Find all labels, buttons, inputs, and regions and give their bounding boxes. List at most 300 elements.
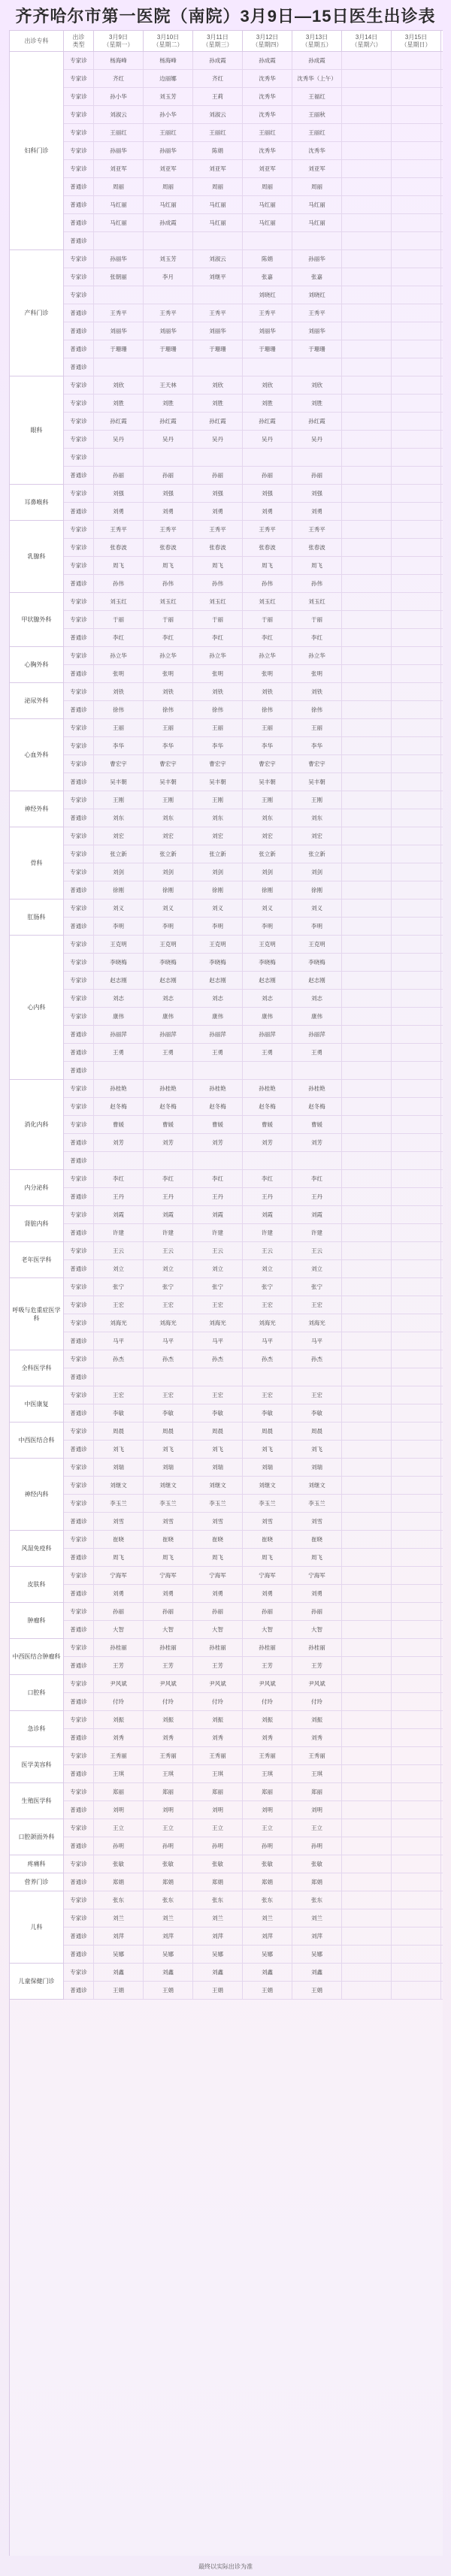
doctor-cell <box>342 70 392 87</box>
doctor-cell: 张春波 <box>193 539 243 556</box>
visit-type-cell: 普通诊 <box>64 1134 94 1151</box>
doctor-cell <box>342 701 392 718</box>
table-row <box>10 557 443 575</box>
table-row <box>10 1675 443 1693</box>
header-day: 3月10日 （星期二） <box>144 31 193 51</box>
doctor-cell: 康伟 <box>243 1008 292 1025</box>
table-row <box>10 1549 443 1567</box>
visit-type-cell: 专家诊 <box>64 791 94 809</box>
doctor-cell: 张立新 <box>94 845 144 863</box>
doctor-cell: 王丽 <box>292 719 342 736</box>
doctor-cell: 孙立华 <box>144 647 193 664</box>
visit-type-cell: 专家诊 <box>64 52 94 69</box>
table-row <box>10 340 443 358</box>
doctor-cell: 周丽 <box>94 178 144 195</box>
doctor-cell: 刘铁 <box>243 683 292 700</box>
visit-type-cell: 专家诊 <box>64 899 94 917</box>
doctor-cell: 刘瑞 <box>243 1459 292 1476</box>
doctor-cell: 张明 <box>94 665 144 682</box>
doctor-cell <box>392 106 441 123</box>
doctor-cell <box>392 1729 441 1746</box>
doctor-cell: 崔晓 <box>193 1531 243 1548</box>
doctor-cell: 刘义 <box>243 899 292 917</box>
doctor-cell <box>342 575 392 592</box>
table-row <box>10 1314 443 1332</box>
doctor-cell: 孙伟 <box>243 575 292 592</box>
table-row <box>10 304 443 322</box>
doctor-cell: 于珊珊 <box>292 340 342 358</box>
table-row <box>10 1495 443 1513</box>
doctor-cell: 王娟 <box>243 1982 292 1999</box>
visit-type-cell: 专家诊 <box>64 1080 94 1097</box>
doctor-cell: 徐刚 <box>94 881 144 899</box>
doctor-cell: 刘胜 <box>243 395 292 412</box>
header-day: 3月11日 （星期三） <box>193 31 243 51</box>
doctor-cell: 孙丽 <box>94 467 144 484</box>
doctor-cell <box>342 1062 392 1079</box>
doctor-cell: 吴丹 <box>144 431 193 448</box>
doctor-cell: 曹媛 <box>292 1116 342 1133</box>
department-cell: 肿瘤科 <box>10 1603 64 1639</box>
doctor-cell: 张明 <box>144 665 193 682</box>
doctor-cell: 赵冬梅 <box>193 1098 243 1115</box>
department-cell: 肾脏内科 <box>10 1206 64 1242</box>
doctor-cell: 张春波 <box>144 539 193 556</box>
table-row <box>10 1441 443 1459</box>
doctor-cell: 王勇 <box>243 1044 292 1061</box>
doctor-cell <box>342 665 392 682</box>
doctor-cell: 刘立 <box>94 1260 144 1277</box>
doctor-cell: 崔晓 <box>144 1531 193 1548</box>
doctor-cell: 王丹 <box>243 1188 292 1205</box>
table-row <box>10 1062 443 1080</box>
doctor-cell <box>392 88 441 105</box>
department-cell: 儿童保健门诊 <box>10 1964 64 2000</box>
table-row <box>10 1585 443 1603</box>
doctor-cell <box>342 972 392 989</box>
doctor-cell: 李玉兰 <box>144 1495 193 1512</box>
doctor-cell: 赵志刚 <box>193 972 243 989</box>
doctor-cell: 刘海光 <box>243 1314 292 1332</box>
visit-type-cell: 普通诊 <box>64 1729 94 1746</box>
doctor-cell <box>193 449 243 466</box>
doctor-cell: 刘萍 <box>243 1927 292 1945</box>
table-row <box>10 936 443 954</box>
doctor-cell: 刘萍 <box>144 1927 193 1945</box>
doctor-cell: 马平 <box>292 1332 342 1350</box>
doctor-cell: 刘欣 <box>193 376 243 394</box>
doctor-cell: 张明 <box>193 665 243 682</box>
doctor-cell <box>392 503 441 520</box>
doctor-cell: 刘丽华 <box>243 322 292 340</box>
table-row <box>10 1819 443 1837</box>
doctor-cell <box>342 1242 392 1259</box>
doctor-cell: 刘振 <box>144 1711 193 1728</box>
doctor-cell <box>392 1278 441 1296</box>
doctor-cell: 刘芳 <box>243 1134 292 1151</box>
doctor-cell: 刘立 <box>243 1260 292 1277</box>
doctor-cell <box>392 1350 441 1368</box>
doctor-cell: 刘兰 <box>193 1909 243 1927</box>
doctor-cell: 宁海军 <box>193 1567 243 1584</box>
doctor-cell <box>243 449 292 466</box>
table-row <box>10 899 443 918</box>
doctor-cell: 大智 <box>292 1621 342 1638</box>
table-row <box>10 1783 443 1801</box>
doctor-cell: 徐刚 <box>144 881 193 899</box>
doctor-cell: 马红丽 <box>94 214 144 231</box>
doctor-cell <box>392 647 441 664</box>
doctor-cell: 刘丽华 <box>193 322 243 340</box>
doctor-cell <box>342 647 392 664</box>
visit-type-cell: 普通诊 <box>64 1765 94 1782</box>
doctor-cell: 刘勇 <box>243 503 292 520</box>
doctor-cell: 孙红霞 <box>243 413 292 430</box>
visit-type-cell: 专家诊 <box>64 1314 94 1332</box>
doctor-cell <box>144 232 193 249</box>
doctor-cell: 周晨 <box>292 1423 342 1440</box>
doctor-cell <box>392 1964 441 1981</box>
doctor-cell: 王娟 <box>292 1982 342 1999</box>
doctor-cell <box>392 1801 441 1819</box>
doctor-cell: 李华 <box>292 737 342 754</box>
doctor-cell: 张嘉 <box>292 268 342 286</box>
doctor-cell: 孙丽 <box>292 467 342 484</box>
doctor-cell <box>392 1675 441 1692</box>
doctor-cell: 李红 <box>193 1170 243 1187</box>
doctor-cell <box>292 449 342 466</box>
doctor-cell <box>392 1404 441 1422</box>
department-cell: 乳腺科 <box>10 521 64 593</box>
doctor-cell <box>342 1711 392 1728</box>
table-row <box>10 124 443 142</box>
doctor-cell: 王娟 <box>193 1982 243 1999</box>
doctor-cell: 王克明 <box>243 936 292 953</box>
doctor-cell <box>392 1044 441 1061</box>
doctor-cell <box>243 1152 292 1169</box>
doctor-cell: 李华 <box>94 737 144 754</box>
table-row <box>10 809 443 827</box>
header-day: 3月9日 （星期一） <box>94 31 144 51</box>
doctor-cell <box>392 701 441 718</box>
header-day: 3月12日 （星期四） <box>243 31 292 51</box>
doctor-cell: 王丽 <box>243 719 292 736</box>
doctor-cell <box>342 232 392 249</box>
doctor-cell: 王勇 <box>292 1044 342 1061</box>
doctor-cell <box>342 124 392 141</box>
doctor-cell: 曹宏宇 <box>243 755 292 772</box>
doctor-cell <box>392 1837 441 1855</box>
doctor-cell: 刘欣 <box>292 376 342 394</box>
doctor-cell: 张嘉 <box>243 268 292 286</box>
visit-type-cell: 专家诊 <box>64 1008 94 1025</box>
doctor-cell <box>392 1134 441 1151</box>
doctor-cell <box>342 1116 392 1133</box>
doctor-cell: 于珊珊 <box>94 340 144 358</box>
visit-type-cell: 专家诊 <box>64 70 94 87</box>
doctor-cell <box>342 593 392 610</box>
doctor-cell <box>193 286 243 304</box>
doctor-cell: 李晓梅 <box>94 954 144 971</box>
visit-type-cell: 普通诊 <box>64 214 94 231</box>
doctor-cell <box>392 1206 441 1223</box>
doctor-cell: 刘玉红 <box>193 593 243 610</box>
doctor-cell: 张宁 <box>144 1278 193 1296</box>
doctor-cell: 王娟 <box>144 1982 193 1999</box>
doctor-cell: 刘继平 <box>193 268 243 286</box>
doctor-cell <box>392 593 441 610</box>
doctor-cell: 刘强 <box>94 485 144 502</box>
visit-type-cell: 专家诊 <box>64 431 94 448</box>
visit-type-cell: 专家诊 <box>64 1531 94 1548</box>
visit-type-cell: 普通诊 <box>64 1441 94 1458</box>
table-row <box>10 575 443 593</box>
department-cell: 内分泌科 <box>10 1170 64 1206</box>
table-row <box>10 232 443 250</box>
visit-type-cell: 专家诊 <box>64 719 94 736</box>
doctor-cell <box>342 1603 392 1620</box>
department-cell: 急诊科 <box>10 1711 64 1747</box>
doctor-cell: 孙丽 <box>144 1603 193 1620</box>
doctor-cell: 刘立 <box>193 1260 243 1277</box>
table-row <box>10 593 443 611</box>
doctor-cell: 刘亚军 <box>94 160 144 177</box>
doctor-cell: 刘淑云 <box>193 250 243 268</box>
doctor-cell: 徐伟 <box>94 701 144 718</box>
doctor-cell: 王勇 <box>94 1044 144 1061</box>
doctor-cell: 王云 <box>94 1242 144 1259</box>
doctor-cell: 付玲 <box>292 1693 342 1710</box>
table-row <box>10 1332 443 1350</box>
doctor-cell <box>342 1134 392 1151</box>
doctor-cell: 刘亚军 <box>193 160 243 177</box>
doctor-cell: 刘胜 <box>144 395 193 412</box>
doctor-cell: 刘瑞 <box>144 1459 193 1476</box>
doctor-cell: 吴丰朝 <box>243 773 292 791</box>
doctor-cell: 刘明 <box>243 1801 292 1819</box>
doctor-cell: 杨海峰 <box>144 52 193 69</box>
table-row <box>10 1873 443 1891</box>
doctor-cell <box>392 1567 441 1584</box>
doctor-cell: 马平 <box>243 1332 292 1350</box>
visit-type-cell: 普通诊 <box>64 1260 94 1277</box>
doctor-cell: 孙小华 <box>144 106 193 123</box>
table-row <box>10 413 443 431</box>
table-row <box>10 701 443 719</box>
department-cell: 中西医结合科 <box>10 1423 64 1459</box>
doctor-cell: 刘东 <box>243 809 292 827</box>
doctor-cell <box>392 1170 441 1187</box>
table-row <box>10 1711 443 1729</box>
doctor-cell: 许建 <box>193 1224 243 1241</box>
doctor-cell <box>342 106 392 123</box>
doctor-cell: 王宏 <box>193 1386 243 1404</box>
doctor-cell <box>392 1495 441 1512</box>
visit-type-cell: 专家诊 <box>64 1567 94 1584</box>
doctor-cell: 李玉兰 <box>243 1495 292 1512</box>
doctor-cell: 徐刚 <box>193 881 243 899</box>
header-day: 3月15日 （星期日） <box>392 31 441 51</box>
doctor-cell <box>342 304 392 322</box>
doctor-cell: 尹风斌 <box>193 1675 243 1692</box>
visit-type-cell: 普通诊 <box>64 1224 94 1241</box>
doctor-cell: 刘海光 <box>292 1314 342 1332</box>
doctor-cell: 张宁 <box>292 1278 342 1296</box>
doctor-cell: 王勇 <box>193 1044 243 1061</box>
doctor-cell: 周飞 <box>94 1549 144 1566</box>
doctor-cell: 刘继文 <box>292 1477 342 1494</box>
doctor-cell <box>342 1026 392 1043</box>
doctor-cell: 刘玉红 <box>243 593 292 610</box>
department-cell: 泌尿外科 <box>10 683 64 719</box>
doctor-cell <box>342 1946 392 1963</box>
table-row <box>10 1188 443 1206</box>
doctor-cell: 刘飞 <box>94 1441 144 1458</box>
doctor-cell: 王刚 <box>243 791 292 809</box>
doctor-cell <box>392 1441 441 1458</box>
visit-type-cell: 普通诊 <box>64 1332 94 1350</box>
visit-type-cell: 普通诊 <box>64 304 94 322</box>
table-row <box>10 1477 443 1495</box>
doctor-cell: 郑丽 <box>144 1783 193 1800</box>
doctor-cell: 李敏 <box>292 1404 342 1422</box>
doctor-cell: 马平 <box>144 1332 193 1350</box>
doctor-cell <box>342 791 392 809</box>
doctor-cell: 刘秀 <box>144 1729 193 1746</box>
doctor-cell <box>392 268 441 286</box>
doctor-cell: 吴娜 <box>94 1946 144 1963</box>
doctor-cell: 大智 <box>144 1621 193 1638</box>
doctor-cell: 周飞 <box>94 557 144 574</box>
header-day: 3月13日 （星期五） <box>292 31 342 51</box>
doctor-cell <box>392 1224 441 1241</box>
visit-type-cell: 普通诊 <box>64 1873 94 1891</box>
doctor-cell <box>342 1801 392 1819</box>
doctor-cell <box>392 1513 441 1530</box>
doctor-cell: 刘欣 <box>243 376 292 394</box>
doctor-cell: 吴娜 <box>243 1946 292 1963</box>
doctor-cell <box>342 376 392 394</box>
doctor-cell: 刘胜 <box>94 395 144 412</box>
doctor-cell <box>392 1873 441 1891</box>
doctor-cell <box>342 1278 392 1296</box>
visit-type-cell: 普通诊 <box>64 503 94 520</box>
doctor-cell: 刘海光 <box>94 1314 144 1332</box>
doctor-cell: 宁海军 <box>292 1567 342 1584</box>
doctor-cell: 王秀丽 <box>193 1747 243 1764</box>
doctor-cell: 王丹 <box>144 1188 193 1205</box>
doctor-cell <box>392 737 441 754</box>
doctor-cell: 周丽 <box>292 178 342 195</box>
doctor-cell: 李红 <box>144 629 193 646</box>
doctor-cell: 刘丽华 <box>292 322 342 340</box>
doctor-cell: 孙立华 <box>193 647 243 664</box>
doctor-cell: 周丽 <box>193 178 243 195</box>
doctor-cell: 刘丽华 <box>94 322 144 340</box>
table-row <box>10 1224 443 1242</box>
doctor-cell <box>392 791 441 809</box>
doctor-cell <box>342 1459 392 1476</box>
doctor-cell <box>342 539 392 556</box>
doctor-cell: 刘勇 <box>94 1585 144 1602</box>
doctor-cell: 李玉兰 <box>94 1495 144 1512</box>
table-row <box>10 1964 443 1982</box>
doctor-cell <box>342 990 392 1007</box>
doctor-cell <box>144 449 193 466</box>
doctor-cell: 宁海军 <box>144 1567 193 1584</box>
doctor-cell: 吴丰朝 <box>292 773 342 791</box>
doctor-cell: 刘霞 <box>292 1206 342 1223</box>
doctor-cell <box>342 683 392 700</box>
table-row <box>10 268 443 286</box>
visit-type-cell: 专家诊 <box>64 683 94 700</box>
visit-type-cell: 普通诊 <box>64 1026 94 1043</box>
department-cell: 骨科 <box>10 827 64 899</box>
doctor-cell <box>392 1765 441 1782</box>
doctor-cell <box>392 1621 441 1638</box>
doctor-cell: 周飞 <box>144 1549 193 1566</box>
table-row <box>10 972 443 990</box>
doctor-cell: 刘振 <box>243 1711 292 1728</box>
doctor-cell: 孙丽 <box>193 1603 243 1620</box>
doctor-cell: 杨海峰 <box>94 52 144 69</box>
doctor-cell: 刘东 <box>292 809 342 827</box>
doctor-cell: 孙桂艳 <box>94 1080 144 1097</box>
doctor-cell: 刘宏 <box>193 827 243 845</box>
doctor-cell <box>342 413 392 430</box>
visit-type-cell: 普通诊 <box>64 467 94 484</box>
doctor-cell <box>392 1549 441 1566</box>
doctor-cell: 王芳 <box>243 1657 292 1674</box>
doctor-cell: 王丽 <box>94 719 144 736</box>
doctor-cell: 王秀平 <box>243 521 292 538</box>
department-cell: 呼吸与危重症医学科 <box>10 1278 64 1350</box>
doctor-cell <box>342 1423 392 1440</box>
department-cell: 神经内科 <box>10 1459 64 1531</box>
doctor-cell: 王立 <box>94 1819 144 1837</box>
visit-type-cell: 普通诊 <box>64 1513 94 1530</box>
doctor-cell <box>94 1368 144 1386</box>
doctor-cell: 孙红霞 <box>292 413 342 430</box>
doctor-cell <box>392 899 441 917</box>
doctor-cell <box>342 358 392 376</box>
doctor-cell: 康伟 <box>193 1008 243 1025</box>
doctor-cell <box>342 1567 392 1584</box>
doctor-cell <box>342 1819 392 1837</box>
doctor-cell: 曹宏宇 <box>144 755 193 772</box>
doctor-cell: 孙丽华 <box>144 142 193 159</box>
doctor-cell: 马红丽 <box>243 214 292 231</box>
visit-type-cell: 普通诊 <box>64 340 94 358</box>
visit-type-cell: 专家诊 <box>64 1783 94 1800</box>
doctor-cell: 王刚 <box>94 791 144 809</box>
doctor-cell: 王芳 <box>94 1657 144 1674</box>
table-row <box>10 1927 443 1946</box>
doctor-cell: 曹媛 <box>94 1116 144 1133</box>
doctor-cell: 宁海军 <box>94 1567 144 1584</box>
doctor-cell <box>392 1188 441 1205</box>
visit-type-cell: 普通诊 <box>64 575 94 592</box>
doctor-cell: 孙杰 <box>193 1350 243 1368</box>
doctor-cell <box>94 449 144 466</box>
doctor-cell: 李玉兰 <box>292 1495 342 1512</box>
visit-type-cell: 专家诊 <box>64 268 94 286</box>
doctor-cell: 刘宏 <box>243 827 292 845</box>
doctor-cell: 刘霞 <box>94 1206 144 1223</box>
doctor-cell <box>94 286 144 304</box>
doctor-cell: 刘欣 <box>94 376 144 394</box>
doctor-cell: 郑丽 <box>94 1783 144 1800</box>
